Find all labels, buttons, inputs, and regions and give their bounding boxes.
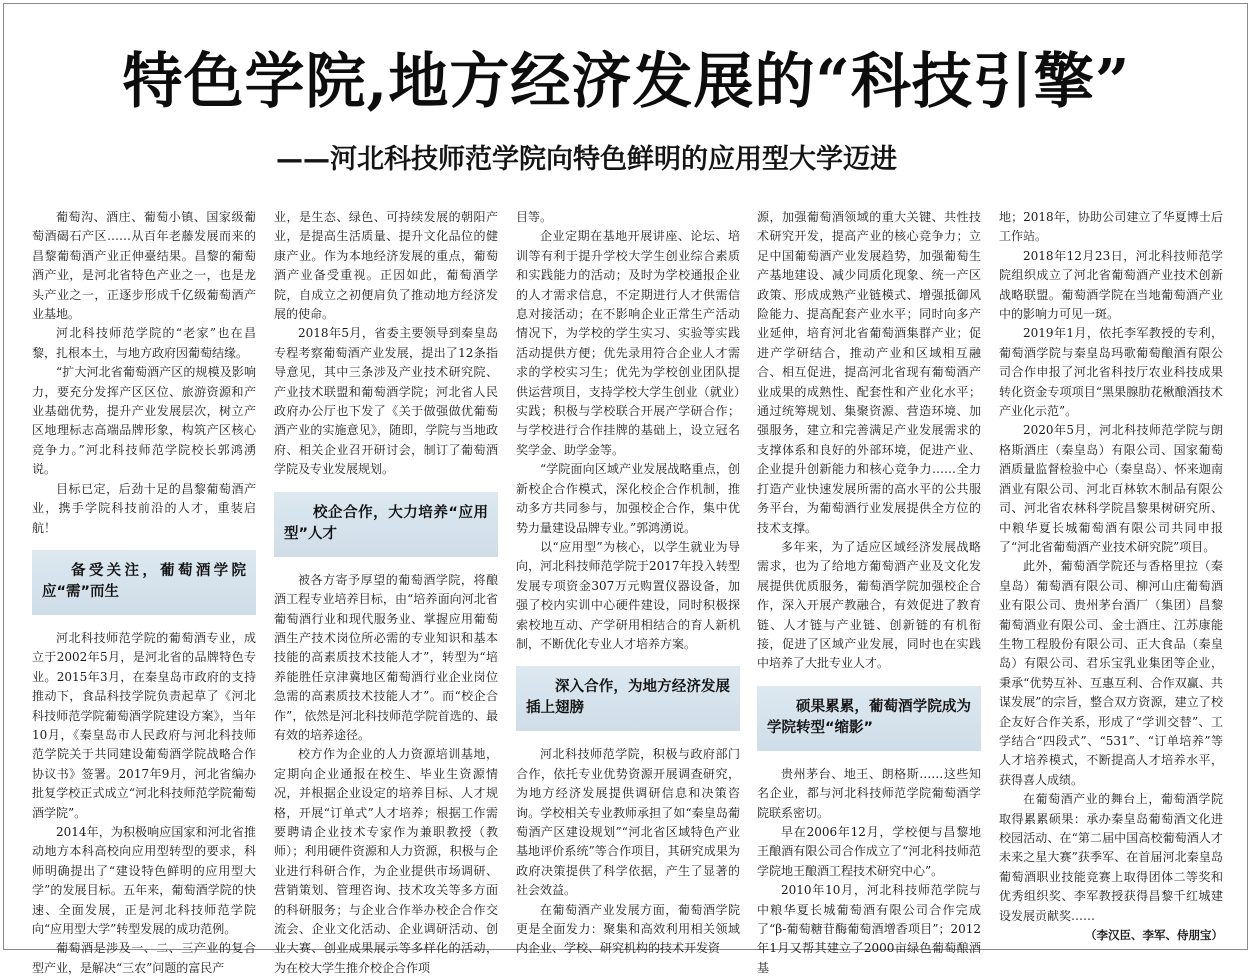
paragraph: 在葡萄酒产业的舞台上，葡萄酒学院取得累累硕果：承办秦皇岛葡萄酒文化进校园活动、在“第二届中国高校葡萄酒人才未来之星大赛”获季军、在首届河北秦皇岛葡萄酒职业技能竞赛上取得团体二等奖和优秀组织奖、李军教授获得昌黎千红城建设发展贡献奖…… <box>999 792 1223 923</box>
section-heading-text: 硕果累累，葡萄酒学院成为学院转型“缩影” <box>767 698 971 736</box>
paragraph: 2020年5月，河北科技师范学院与朗格斯酒庄（秦皇岛）有限公司、国家葡萄酒质量监督检验中心（秦皇岛）、怀来迦南酒业有限公司、河北百林软木制品有限公司、河北省农林科学院昌黎果树研究所、中粮华夏长城葡萄酒有限公司共同申报了“河北省葡萄酒产业技术研究院”项目。 <box>999 423 1223 554</box>
paragraph: 贵州茅台、地王、朗格斯……这些知名企业，都与河北科技师范学院葡萄酒学院联系密切。 <box>757 766 981 820</box>
paragraph: 葡萄酒是涉及一、二、三产业的复合型产业，是解决“三农”问题的富民产 <box>32 941 256 975</box>
paragraph: 2019年1月，依托李军教授的专利，葡萄酒学院与秦皇岛玛歌葡萄酿酒有限公司合作申报了河北省科技厅农业科技成果转化资金专项项目“黑果腺肋花楸酿酒技术产业化示范”。 <box>999 326 1223 419</box>
column-1 <box>32 208 256 975</box>
column-4 <box>757 208 981 975</box>
section-heading <box>757 686 981 751</box>
column-3 <box>516 208 740 956</box>
paragraph: 业，是生态、绿色、可持续发展的朝阳产业，是提高生活质量、提升文化品位的健康产业。作为本地经济发展的重点，葡萄酒产业备受重视。正因如此，葡萄酒学院，自成立之初便肩负了推动地方经济发展的使命。 <box>274 210 498 322</box>
paragraph: 地；2018年，协助公司建立了华夏博士后工作站。 <box>999 210 1223 244</box>
paragraph: 河北科技师范学院，积极与政府部门合作，依托专业优势资源开展调查研究，为地方经济发展提供调研信息和决策咨询。学校相关专业教师承担了如“秦皇岛葡萄酒产区建设规划”“河北省区域特色产业基地评价系统”等合作项目，其研究成果为政府决策提供了科学依据，产生了显著的社会效益。 <box>516 747 740 898</box>
column-2 <box>274 208 498 975</box>
paragraph: 校方作为企业的人力资源培训基地，定期向企业通报在校生、毕业生资源情况，并根据企业设定的培养目标、人才规格，开展“订单式”人才培养；根据工作需要聘请企业技术专家作为兼职教授（教师）；利用硬件资源和人力资源，积极与企业进行科研合作，为企业提供市场调研、营销策划、管理咨询、技术攻关等多方面的科研服务；与企业合作举办校企合作交流会、企业文化活动、企业调研活动、创业大赛、创业成果展示等多样化的活动，为在校大学生推介校企合作项 <box>274 747 498 975</box>
paragraph: “扩大河北省葡萄酒产区的规模及影响力，要充分发挥产区区位、旅游资源和产业基础优势，提升产业发展层次，树立产区地理标志高端品牌形象，构筑产区核心竞争力。”河北科技师范学院校长郭鸿湧说。 <box>32 365 256 477</box>
section-heading <box>32 550 256 615</box>
paragraph: 企业定期在基地开展讲座、论坛、培训等有利于提升学校大学生创业综合素质和实践能力的活动；及时为学校通报企业的人才需求信息，不定期进行人才供需信息对接活动；在不影响企业正常生产活动情况下，为学校的学生实习、实验等实践活动提供方便；优先录用符合企业人才需求的学校实习生；优先为学校创业团队提供运营项目，支持学校大学生创业（就业）实践；积极与学校联合开展产学研合作；与学校进行合作挂牌的基础上，设立冠名奖学金、助学金等。 <box>516 229 740 457</box>
paragraph: 在葡萄酒产业发展方面，葡萄酒学院更是全面发力：聚集和高效利用相关领域内企业、学校、研究机构的技术开发资 <box>516 902 740 956</box>
paragraph: 目标已定，后劲十足的昌黎葡萄酒产业，携手学院科技前沿的人才，重装启航！ <box>32 481 256 535</box>
paragraph: “学院面向区域产业发展战略重点，创新校企合作模式，深化校企合作机制，推动多方共同参与，加强校企合作，集中优势力量建设品牌专业。”郭鸿湧说。 <box>516 462 740 535</box>
section-heading <box>274 492 498 557</box>
paragraph: 2014年，为积极响应国家和河北省推动地方本科高校向应用型转型的要求，科师明确提出了“建设特色鲜明的应用型大学”的发展目标。五年来，葡萄酒学院的快速、全面发展，正是河北科技师范学院向“应用型大学”转型发展的成功范例。 <box>32 824 256 936</box>
paragraph: 目等。 <box>516 210 553 224</box>
paragraph: 葡萄沟、酒庄、葡萄小镇、国家级葡萄酒碣石产区……从百年老藤发展而来的昌黎葡萄酒产业正伸臺结果。昌黎的葡萄酒产业，是河北省特色产业之一，也是龙头产业之一，正逐步形成千亿级葡萄酒产业基地。 <box>32 210 256 322</box>
subheadline: ——河北科技师范学院向特色鲜明的应用型大学迈进 <box>276 144 897 175</box>
paragraph: 2018年5月，省委主要领导到秦皇岛专程考察葡萄酒产业发展，提出了12条指导意见，其中三条涉及产业技术研究院、产业技术联盟和葡萄酒学院；河北省人民政府办公厅也下发了《关于做强做优葡萄酒产业的实施意见》，随即，学院与当地政府、相关企业召开研讨会，制订了葡萄酒学院及专业发展规划。 <box>274 326 498 477</box>
paragraph: 源，加强葡萄酒领域的重大关键、共性技术研究开发，提高产业的核心竞争力；立足中国葡萄酒产业发展趋势，加强葡萄生产基地建设、减少同质化现象、统一产区政策、形成成熟产业链模式、增强抵御风险能力、提高配套产业水平；同时向多产业延伸，培育河北省葡萄酒集群产业；促进产学研结合，推动产业和区域相互融合、相互促进，提高河北省现有葡萄酒产业成果的成熟性、配套性和产业化水平；通过统筹规划、集聚资源、营造环境、加强服务，建立和完善满足产业发展需求的支撑体系和良好的外部环境，促进产业、企业提升创新能力和核心竞争力……全力打造产业快速发展所需的高水平的公共服务平台，为葡萄酒行业发展提供全方位的技术支撑。 <box>757 210 981 535</box>
paragraph: 以“应用型”为核心，以学生就业为导向，河北科技师范学院于2017年投入转型发展专项资金307万元购置仪器设备，加强了校内实训中心硬件建设，同时积极探索校地互动、产学研用相结合的育人新机制，不断优化专业人才培养方案。 <box>516 539 740 651</box>
paragraph: 多年来，为了适应区域经济发展战略需求，也为了给地方葡萄酒产业及文化发展提供优质服务，葡萄酒学院加强校企合作，深入开展产教融合，有效促进了教育链、人才链与产业链、创新链的有机衔接，促进了区域产业发展，同时也在实践中培养了大批专业人才。 <box>757 539 981 671</box>
section-heading-text: 备受关注，葡萄酒学院应“需”而生 <box>42 562 246 600</box>
paragraph: 被各方寄予厚望的葡萄酒学院，将酿酒工程专业培养目标，由“培养面向河北省葡萄酒行业和现代服务业、掌握应用葡萄酒生产技术岗位所必需的专业知识和基本技能的高素质技术技能人才”，转型为“培养能胜任京津冀地区葡萄酒行业企业岗位急需的高素质技术技能人才”。而“校企合作”，依然是河北科技师范学院首选的、最有效的培养途径。 <box>274 572 498 742</box>
paragraph: 河北科技师范学院的“老家”也在昌黎，扎根本土，与地方政府因葡萄结缘。 <box>32 326 256 360</box>
section-heading-text: 深入合作，为地方经济发展插上翅膀 <box>526 679 730 717</box>
paragraph: 早在2006年12月，学校便与昌黎地王酿酒有限公司合作成立了“河北科技师范学院地王酿酒工程技术研究中心”。 <box>757 824 981 878</box>
section-heading-text: 校企合作，大力培养“应用型”人才 <box>284 504 488 542</box>
byline: （李汉臣、李军、侍朋宝） <box>1085 928 1223 943</box>
paragraph: 河北科技师范学院的葡萄酒专业，成立于2002年5月，是河北省的品牌特色专业。2015年3月，在秦皇岛市政府的支持推动下，食品科技学院负责起草了《河北科技师范学院葡萄酒学院建设方案》，当年10月，《秦皇岛市人民政府与河北科技师范学院关于共同建设葡萄酒学院战略合作协议书》签署。2017年9月，河北省编办批复学校正式成立“河北科技师范学院葡萄酒学院”。 <box>32 630 256 820</box>
headline: 特色学院,地方经济发展的“科技引擎” <box>122 47 1131 117</box>
paragraph: 2010年10月，河北科技师范学院与中粮华夏长城葡萄酒有限公司合作完成了“β-葡萄糖苷酶葡萄酒增香项目”；2012年1月又帮其建立了2000亩绿色葡萄酿酒基 <box>757 883 981 975</box>
paragraph: 2018年12月23日，河北科技师范学院组织成立了河北省葡萄酒产业技术创新战略联盟。葡萄酒学院在当地葡萄酒产业中的影响力可见一斑。 <box>999 248 1223 322</box>
paragraph: 此外，葡萄酒学院还与香格里拉（秦皇岛）葡萄酒有限公司、柳河山庄葡萄酒业有限公司、贵州茅台酒厂（集团）昌黎葡萄酒业有限公司、金士酒庄、江苏康能生物工程股份有限公司、正大食品（秦皇岛）有限公司、君乐宝乳业集团等企业，秉承“优势互补、互惠互利、合作双赢、共谋发展”的宗旨，整合双方资源，建立了校企友好合作关系，形成了“学训交替”、工学结合“四段式”、“531”、“订单培养”等人才培养模式，不断提高人才培养水平，获得喜人成绩。 <box>999 559 1223 787</box>
column-5 <box>999 208 1223 943</box>
section-heading <box>516 666 740 731</box>
